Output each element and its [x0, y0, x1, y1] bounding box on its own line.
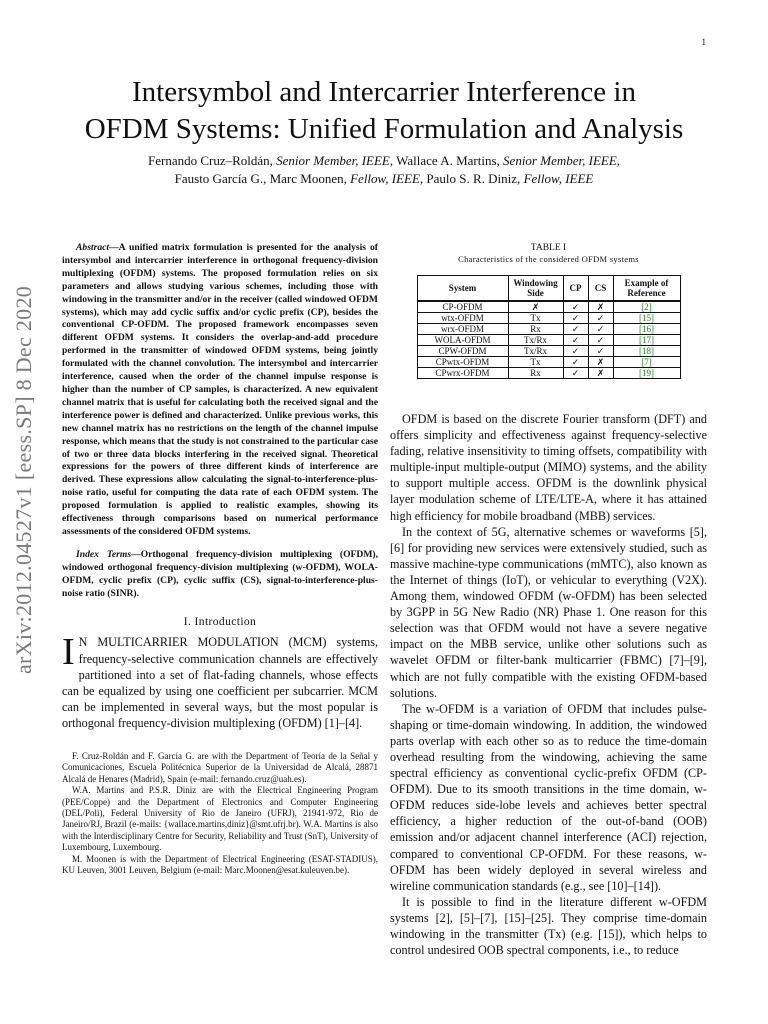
- table-cell: Tx: [508, 313, 563, 324]
- table-cell: ✓: [588, 324, 613, 335]
- arxiv-stamp: [4, 250, 44, 710]
- table-header-cell: Example of Reference: [613, 276, 680, 302]
- table-row: [417, 368, 680, 379]
- table-cell: ✓: [563, 313, 588, 324]
- table-cell: CP-OFDM: [417, 301, 508, 313]
- table-cell: ✓: [588, 346, 613, 357]
- title-line-2: OFDM Systems: Unified Formulation and Analysis: [84, 113, 684, 145]
- table-row: [417, 324, 680, 335]
- table-cell: ✓: [588, 335, 613, 346]
- paper-title: [40, 74, 728, 148]
- author-4: Paulo S. R. Diniz,: [426, 171, 521, 186]
- table-header-cell: CS: [588, 276, 613, 302]
- table-cell: WOLA-OFDM: [417, 335, 508, 346]
- table-cell: wrx-OFDM: [417, 324, 508, 335]
- table-header-row: [417, 276, 680, 302]
- table-subcaption: Characteristics of the considered OFDM systems: [458, 254, 639, 264]
- table-cell-reference-link[interactable]: [2]: [613, 301, 680, 313]
- table-cell: Tx/Rx: [508, 346, 563, 357]
- section-heading-introduction: I. Introduction: [183, 616, 257, 629]
- table-cell: ✗: [588, 368, 613, 379]
- author-1-affiliation: Senior Member, IEEE,: [276, 153, 394, 168]
- footnote: M. Moonen is with the Department of Electrical Engineering (ESAT-STADIUS), KU Leuven, 3001 Leuven, Belgium (e-mail: Marc.Moonen@esat.kuleuven.be).: [62, 853, 378, 876]
- author-list: [40, 152, 728, 188]
- table-caption: TABLE I: [530, 243, 567, 253]
- table-row: [417, 313, 680, 324]
- table-header-cell: Windowing Side: [508, 276, 563, 302]
- table-cell: ✗: [588, 301, 613, 313]
- table-cell: ✓: [563, 324, 588, 335]
- index-terms-text: —Orthogonal frequency-division multiplexing (OFDM), windowed orthogonal frequency-division multiplexing (w-OFDM), WOLA-OFDM, cyclic prefix (CP), cyclic suffix (CS), signal-to-interference-plus-noise ratio (SINR).: [62, 548, 378, 599]
- table-cell: ✓: [563, 368, 588, 379]
- table-cell: ✗: [588, 357, 613, 368]
- index-terms: [62, 549, 378, 601]
- author-2-affiliation: Senior Member, IEEE,: [503, 153, 621, 168]
- author-3: Fausto García G., Marc Moonen,: [174, 171, 347, 186]
- table-cell: CPwtx-OFDM: [417, 357, 508, 368]
- page-number: 1: [701, 37, 706, 47]
- author-2: Wallace A. Martins,: [396, 153, 500, 168]
- title-line-1: Intersymbol and Intercarrier Interference in: [131, 76, 636, 108]
- footnote: F. Cruz-Roldán and F. García G. are with the Department of Teoría de la Señal y Comunicaciones, Escuela Politécnica Superior de la Universidad de Alcalá, 28871 Alcalá de Henares (Madrid), Spain (e-mail: fernando.cruz@uah.es).: [62, 751, 378, 784]
- table-row: [417, 346, 680, 357]
- table-cell-reference-link[interactable]: [15]: [613, 313, 680, 324]
- table-cell: ✓: [563, 357, 588, 368]
- footnote: W.A. Martins and P.S.R. Diniz are with the Electrical Engineering Program (PEE/Coppe) and the Department of Electronics and Computer Engineering (DEL/Poli), Federal University of Rio de Janeiro (UFRJ), 21941-972, Rio de Janeiro/RJ, Brazil (e-mails: {wallace.martins,diniz}@smt.ufrj.br). W.A. Martins is also with the Interdisciplinary Centre for Security, Reliability and Trust (SnT), University of Luxembourg, Luxembourg.: [62, 785, 378, 853]
- body-paragraph: It is possible to find in the literature different w-OFDM systems [2], [5]–[7], [15]–[25]. They comprise time-domain windowing in the transmitter (Tx) (e.g. [15]), which helps to control undesired OOB spectral components, i.e., to reduce: [390, 894, 707, 958]
- intro-paragraph: [62, 631, 378, 731]
- author-1: Fernando Cruz–Roldán,: [147, 153, 273, 168]
- drop-cap: I: [62, 631, 75, 674]
- table-cell: Tx/Rx: [508, 335, 563, 346]
- table-cell: ✓: [563, 335, 588, 346]
- table-cell: ✗: [508, 301, 563, 313]
- author-3-affiliation: Fellow, IEEE,: [350, 171, 424, 186]
- table-header-cell: CP: [563, 276, 588, 302]
- left-column: [62, 242, 378, 877]
- table-cell-reference-link[interactable]: [7]: [613, 357, 680, 368]
- table-cell-reference-link[interactable]: [17]: [613, 335, 680, 346]
- table-row: [417, 357, 680, 368]
- table-cell: ✓: [588, 313, 613, 324]
- intro-text: N MULTICARRIER MODULATION (MCM) systems, frequency-selective communication channels are effectively partitioned into a set of flat-fading channels, whose effects can be equalized by using one coefficient per subcarrier. MCM can be implemented in several ways, but the most popular is orthogonal frequency-division multiplexing (OFDM) [1]–[4].: [62, 635, 378, 730]
- table-row: [417, 335, 680, 346]
- table-header-cell: System: [417, 276, 508, 302]
- abstract-lead: Abstract: [76, 242, 110, 253]
- index-terms-lead: Index Terms: [76, 548, 132, 560]
- introduction-body: [390, 411, 707, 958]
- abstract-text: —A unified matrix formulation is presented for the analysis of intersymbol and intercarrier interference in orthogonal frequency-division multiplexing (OFDM) systems. The proposed formulation relies on six parameters and allows studying various schemes, including those with windowing in the transmitter and/or in the receiver (called windowed OFDM systems), which may add cyclic suffix and/or cyclic prefix (CP), besides the conventional CP-OFDM. The proposed framework encompasses seven different OFDM systems. It considers the overlap-and-add procedure performed in the transmitter of windowed OFDM systems, being jointly formulated with the channel convolution. The intersymbol and intercarrier interference, caused when the order of the channel impulse response is higher than the number of CP samples, is characterized. A new equivalent channel matrix that is useful for calculating both the received signal and the interference power is defined and characterized. Unlike previous works, this new channel matrix has no restrictions on the length of the channel impulse response, which means that the study is not constrained to the particular case of two or three data blocks interfering in the received signal. Theoretical expressions for the powers of three different kinds of interference are derived. These expressions allow calculating the signal-to-interference-plus-noise ratio, useful for computing the data rate of each OFDM system. The proposed formulation is applied to realistic examples, showing its effectiveness through comparisons based on numerical performance assessments of the considered OFDM systems.: [62, 242, 378, 537]
- table-cell: ✓: [563, 346, 588, 357]
- table-cell-reference-link[interactable]: [16]: [613, 324, 680, 335]
- author-4-affiliation: Fellow, IEEE: [523, 171, 594, 186]
- table-cell: Tx: [508, 357, 563, 368]
- table-cell: wtx-OFDM: [417, 313, 508, 324]
- ofdm-systems-table: [417, 275, 681, 379]
- arxiv-stamp-text: arXiv:2012.04527v1 [eess.SP] 8 Dec 2020: [11, 285, 37, 675]
- footnotes: [62, 751, 378, 876]
- author-line-1: [40, 152, 728, 170]
- table-row: [417, 301, 680, 313]
- table-cell: ✓: [563, 301, 588, 313]
- body-paragraph: OFDM is based on the discrete Fourier transform (DFT) and offers simplicity and effectiveness against frequency-selective fading, relative insensitivity to timing offsets, compatibility with multiple-input multiple-output (MIMO) systems, and the ability to support multiple access. OFDM is the downlink physical layer modulation scheme of LTE/LTE-A, where it has attained high efficiency for mobile broadband (MBB) services.: [390, 412, 707, 523]
- body-paragraph: The w-OFDM is a variation of OFDM that includes pulse-shaping or time-domain windowing. In addition, the windowed parts overlap with each other so as to reduce the time-domain overhead resulting from the windowing, achieving the same spectral efficiency as conventional cyclic-prefix OFDM (CP-OFDM). Due to its smooth transitions in the time domain, w-OFDM reduces side-lobe levels and achieves better spectral efficiency, a higher reduction of the out-of-band (OOB) emission and/or adjacent channel interference (ACI) rejection, compared to conventional CP-OFDM. For these reasons, w-OFDM has been widely deployed in several wireless and wireline communication standards (e.g., see [10]–[14]).: [390, 701, 707, 893]
- body-paragraph: In the context of 5G, alternative schemes or waveforms [5], [6] for providing new services were extensively studied, such as massive machine-type communications (mMTC), also known as the Internet of things (IoT), or vehicular to everything (V2X). Among them, windowed OFDM (w-OFDM) has been selected by 3GPP in 5G New Radio (NR) Phase 1. One reason for this selection was that OFDM would not have a severe negative impact on the MBB service, unlike other solutions such as wavelet OFDM or filter-bank multicarrier (FBMC) [7]–[9], which are not fully compatible with the existing OFDM-based solutions.: [390, 524, 707, 700]
- table-cell: Rx: [508, 324, 563, 335]
- abstract: [62, 242, 378, 539]
- table-cell-reference-link[interactable]: [18]: [613, 346, 680, 357]
- table-cell: CPW-OFDM: [417, 346, 508, 357]
- table-cell: Rx: [508, 368, 563, 379]
- table-cell-reference-link[interactable]: [19]: [613, 368, 680, 379]
- table-cell: CPwrx-OFDM: [417, 368, 508, 379]
- author-line-2: [40, 170, 728, 188]
- right-column: [390, 242, 707, 958]
